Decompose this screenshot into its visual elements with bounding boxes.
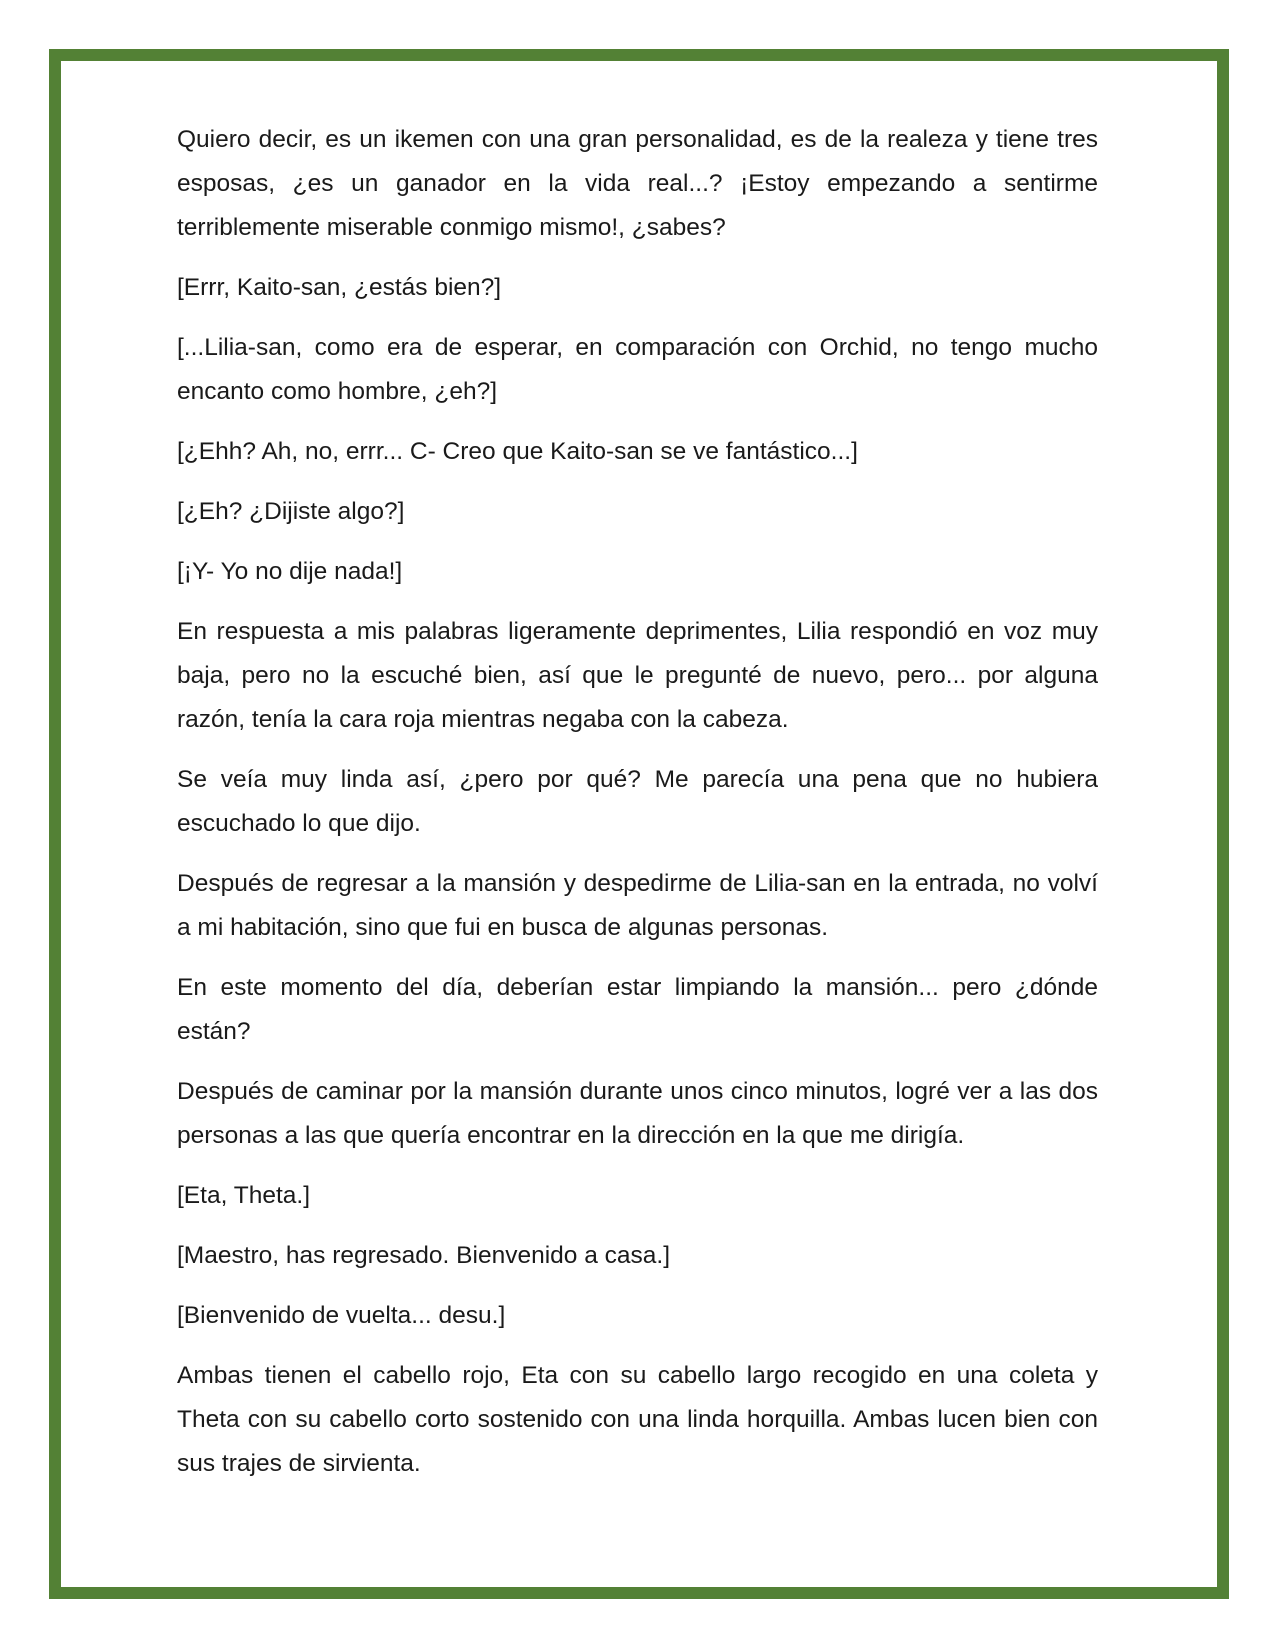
paragraph: En este momento del día, deberían estar limpiando la mansión... pero ¿dónde están? [177, 974, 1098, 1045]
paragraph: Después de regresar a la mansión y despedirme de Lilia-san en la entrada, no volví a mi habitación, sino que fui en busca de algunas personas. [177, 870, 1098, 941]
paragraph: Se veía muy linda así, ¿pero por qué? Me parecía una pena que no hubiera escuchado lo que dijo. [177, 766, 1098, 837]
dialogue-line: [¿Eh? ¿Dijiste algo?] [177, 498, 405, 525]
dialogue-line: [Eta, Theta.] [177, 1182, 311, 1209]
paragraph: Después de caminar por la mansión durante unos cinco minutos, logré ver a las dos personas a las que quería encontrar en la dirección en la que me dirigía. [177, 1078, 1098, 1149]
dialogue-line: [Maestro, has regresado. Bienvenido a casa.] [177, 1242, 671, 1269]
dialogue-line: [...Lilia-san, como era de esperar, en comparación con Orchid, no tengo mucho encanto como hombre, ¿eh?] [177, 334, 1098, 405]
paragraph: Quiero decir, es un ikemen con una gran personalidad, es de la realeza y tiene tres esposas, ¿es un ganador en la vida real...? ¡Estoy empezando a sentirme terriblemente miserable conmigo mismo!, ¿sabes? [177, 126, 1098, 241]
dialogue-line: [¿Ehh? Ah, no, errr... C- Creo que Kaito-san se ve fantástico...] [177, 438, 858, 465]
dialogue-line: [¡Y- Yo no dije nada!] [177, 558, 403, 585]
document-body [177, 118, 1098, 1502]
paragraph: Ambas tienen el cabello rojo, Eta con su cabello largo recogido en una coleta y Theta con su cabello corto sostenido con una linda horquilla. Ambas lucen bien con sus trajes de sirvienta. [177, 1362, 1098, 1477]
dialogue-line: [Errr, Kaito-san, ¿estás bien?] [177, 274, 502, 301]
dialogue-line: [Bienvenido de vuelta... desu.] [177, 1302, 506, 1329]
paragraph: En respuesta a mis palabras ligeramente deprimentes, Lilia respondió en voz muy baja, pero no la escuché bien, así que le pregunté de nuevo, pero... por alguna razón, tenía la cara roja mientras negaba con la cabeza. [177, 618, 1098, 733]
